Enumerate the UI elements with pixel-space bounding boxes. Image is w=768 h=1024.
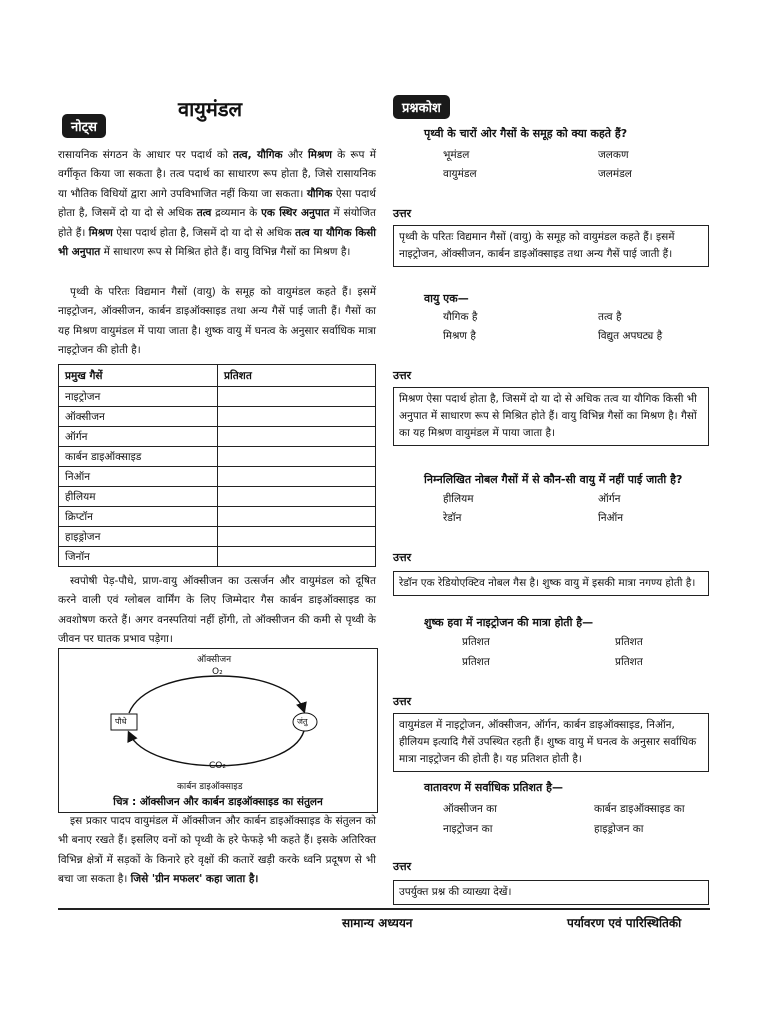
question-bank-tag: प्रश्नकोश xyxy=(393,95,450,119)
carbon-dioxide-label: कार्बन डाइऑक्साइड xyxy=(177,782,243,792)
co2-label: CO₂ xyxy=(209,761,226,771)
text-run: ऐसा पदार्थ होता है, जिसमें दो या दो से अधिक xyxy=(112,226,296,239)
text-run: द्रव्यमान के xyxy=(211,207,262,220)
paragraph-4-text: इस प्रकार पादप वायुमंडल में ऑक्सीजन और कार्बन डाइऑक्साइड के संतुलन को भी बनाए रखते हैं। इसलिए वनों को पृथ्वी के हरे फेफड़े भी कहते हैं। इसके अतिरिक्त विभिन्न क्षेत्रों में सड़कों के किनारे हरे वृक्षों की कतारें खड़ी करके ध्वनि प्रदूषण से भी बचा जा सकता है। xyxy=(58,815,376,886)
percent-cell xyxy=(218,507,376,527)
oxygen-arrow xyxy=(129,676,304,713)
text-run: में साधारण रूप से मिश्रित होते हैं। वायु विभिन्न गैसों का मिश्रण है। xyxy=(100,246,351,259)
text-run: के रूप में वर्गीकृत किया जा सकता है। तत्व पदार्थ का साधारण रूप होता है, जिसे रासायनिक या भौतिक विधियों द्वारा आगे उपविभाजित नहीं किया जा सकता। xyxy=(58,149,376,200)
page-title: वायुमंडल xyxy=(178,97,243,121)
bold-term: तत्व या यौगिक किसी भी अनुपात xyxy=(58,226,376,259)
q2-option-b: तत्व है xyxy=(598,311,622,323)
q1-option-a: भूमंडल xyxy=(443,149,470,161)
text-run: रासायनिक संगठन के आधार पर पदार्थ को xyxy=(58,149,233,161)
table-row xyxy=(59,387,376,407)
table-row xyxy=(59,407,376,427)
gas-name-cell: जिनॉन xyxy=(59,547,218,567)
footer-divider xyxy=(58,908,710,910)
column-header-gases: प्रमुख गैसें xyxy=(59,365,218,387)
bold-term: तत्व, यौगिक xyxy=(232,149,283,161)
text-run: और xyxy=(282,149,308,161)
gas-name-cell: हाइड्रोजन xyxy=(59,527,218,547)
table-row xyxy=(59,507,376,527)
oxygen-label: ऑक्सीजन xyxy=(197,655,232,665)
gas-name-cell: नाइट्रोजन xyxy=(59,387,218,407)
bold-term: यौगिक xyxy=(306,187,333,200)
gas-name-cell: हीलियम xyxy=(59,487,218,507)
column-header-percent: प्रतिशत xyxy=(218,365,376,387)
q3-option-c: रेडॉन xyxy=(443,512,462,524)
q4-option-c: प्रतिशत xyxy=(462,656,490,668)
notes-tag: नोट्स xyxy=(62,114,106,138)
q5-option-a: ऑक्सीजन का xyxy=(443,803,497,815)
bold-term: मिश्रण xyxy=(307,149,332,161)
diagram-caption: चित्र : ऑक्सीजन और कार्बन डाइऑक्साइड का संतुलन xyxy=(113,796,323,808)
bold-term: मिश्रण xyxy=(88,226,113,239)
gas-name-cell: ऑर्गन xyxy=(59,427,218,447)
question-3: निम्नलिखित नोबल गैसों में से कौन-सी वायु में नहीं पाई जाती है? xyxy=(424,473,683,486)
percent-cell xyxy=(218,427,376,447)
q1-option-b: जलकण xyxy=(598,149,629,161)
gas-table xyxy=(58,364,376,567)
gas-name-cell: निऑन xyxy=(59,467,218,487)
percent-cell xyxy=(218,387,376,407)
bold-term: तत्व xyxy=(196,207,212,220)
footer-left: सामान्य अध्ययन xyxy=(342,916,413,930)
q5-option-d: हाइड्रोजन का xyxy=(594,823,644,835)
q3-option-d: निऑन xyxy=(598,512,624,524)
table-header-row xyxy=(59,365,376,387)
green-muffler-text: जिसे 'ग्रीन मफलर' कहा जाता है। xyxy=(130,873,259,886)
footer-right: पर्यावरण एवं पारिस्थितिकी xyxy=(567,916,682,930)
table-row xyxy=(59,527,376,547)
q4-option-a: प्रतिशत xyxy=(462,636,490,648)
q1-option-c: वायुमंडल xyxy=(443,168,477,180)
percent-cell xyxy=(218,487,376,507)
percent-cell xyxy=(218,547,376,567)
answer-box-1: पृथ्वी के परितः विद्यमान गैसों (वायु) के समूह को वायुमंडल कहते हैं। इसमें नाइट्रोजन, ऑक्सीजन, कार्बन डाइऑक्साइड तथा अन्य गैसें पाई जाती हैं। xyxy=(393,225,709,267)
text-run: ऐसा पदार्थ होता है, जिसमें दो या दो से अधिक xyxy=(58,187,376,220)
question-2: वायु एक— xyxy=(424,292,469,305)
question-4: शुष्क हवा में नाइट्रोजन की मात्रा होती है— xyxy=(424,616,594,629)
gas-name-cell: कार्बन डाइऑक्साइड xyxy=(59,447,218,467)
q2-option-c: मिश्रण है xyxy=(443,330,476,342)
percent-cell xyxy=(218,527,376,547)
q5-option-c: नाइट्रोजन का xyxy=(443,823,493,835)
answer-label-5: उत्तर xyxy=(393,860,412,873)
answer-box-4: वायुमंडल में नाइट्रोजन, ऑक्सीजन, ऑर्गन, कार्बन डाइऑक्साइड, निऑन, हीलियम इत्यादि गैसें उपस्थित रहती हैं। शुष्क वायु में घनत्व के अनुसार सर्वाधिक मात्रा नाइट्रोजन की होती है। यह प्रतिशत होती है। xyxy=(393,713,709,772)
notes-paragraph-1 xyxy=(58,146,376,262)
answer-label-2: उत्तर xyxy=(393,369,412,382)
text-run: में संयोजित होते हैं। xyxy=(58,207,376,239)
percent-cell xyxy=(218,467,376,487)
answer-label-1: उत्तर xyxy=(393,207,412,220)
q1-option-d: जलमंडल xyxy=(598,168,632,180)
oxygen-carbon-cycle-diagram xyxy=(58,648,378,813)
q2-option-a: यौगिक है xyxy=(443,311,478,323)
q4-option-b: प्रतिशत xyxy=(615,636,643,648)
notes-paragraph-2: पृथ्वी के परितः विद्यमान गैसों (वायु) के समूह को वायुमंडल कहते हैं। इसमें नाइट्रोजन, ऑक्सीजन, कार्बन डाइऑक्साइड तथा अन्य गैसें पाई जाती हैं। गैसों का यह मिश्रण वायुमंडल में पाया जाता है। शुष्क वायु में घनत्व के अनुसार सर्वाधिक मात्रा नाइट्रोजन की होती है। xyxy=(58,286,376,357)
table-row xyxy=(59,427,376,447)
answer-box-5: उपर्युक्त प्रश्न की व्याख्या देखें। xyxy=(393,880,709,905)
table-row xyxy=(59,447,376,467)
question-1: पृथ्वी के चारों ओर गैसों के समूह को क्या कहते हैं? xyxy=(424,127,628,140)
answer-box-2: मिश्रण ऐसा पदार्थ होता है, जिसमें दो या दो से अधिक तत्व या यौगिक किसी भी अनुपात में साधारण रूप से मिश्रित होते हैं। वायु विभिन्न गैसों का मिश्रण है। गैसों का यह मिश्रण वायुमंडल में पाया जाता है। xyxy=(393,387,709,446)
notes-paragraph-3: स्वपोषी पेड़-पौधे, प्राण-वायु ऑक्सीजन का उत्सर्जन और वायुमंडल को दूषित करने वाली एवं ग्लोबल वार्मिंग के लिए जिम्मेदार गैस कार्बन डाइऑक्साइड का अवशोषण करते हैं। अगर वनस्पतियां नहीं होंगी, तो ऑक्सीजन की कमी से पृथ्वी के जीवन पर घातक प्रभाव पड़ेगा। xyxy=(58,575,376,646)
table-row xyxy=(59,467,376,487)
q3-option-a: हीलियम xyxy=(443,493,474,505)
q5-option-b: कार्बन डाइऑक्साइड का xyxy=(594,803,685,815)
table-row xyxy=(59,547,376,567)
gas-name-cell: ऑक्सीजन xyxy=(59,407,218,427)
o2-label: O₂ xyxy=(212,667,223,677)
q4-option-d: प्रतिशत xyxy=(615,656,643,668)
q2-option-d: विद्युत अपघट्य है xyxy=(598,330,663,342)
percent-cell xyxy=(218,407,376,427)
table-row xyxy=(59,487,376,507)
percent-cell xyxy=(218,447,376,467)
answer-box-3: रेडॉन एक रेडियोएक्टिव नोबल गैस है। शुष्क वायु में इसकी मात्रा नगण्य होती है। xyxy=(393,571,709,596)
notes-paragraph-4 xyxy=(58,812,376,890)
answer-label-3: उत्तर xyxy=(393,551,412,564)
plant-label: पौधे xyxy=(115,717,127,726)
bold-term: एक स्थिर अनुपात xyxy=(261,207,330,220)
answer-label-4: उत्तर xyxy=(393,695,412,708)
gas-name-cell: क्रिप्टॉन xyxy=(59,507,218,527)
animal-label: जंतु xyxy=(297,717,308,726)
question-5: वातावरण में सर्वाधिक प्रतिशत है— xyxy=(424,781,563,794)
q3-option-b: ऑर्गन xyxy=(598,493,621,505)
